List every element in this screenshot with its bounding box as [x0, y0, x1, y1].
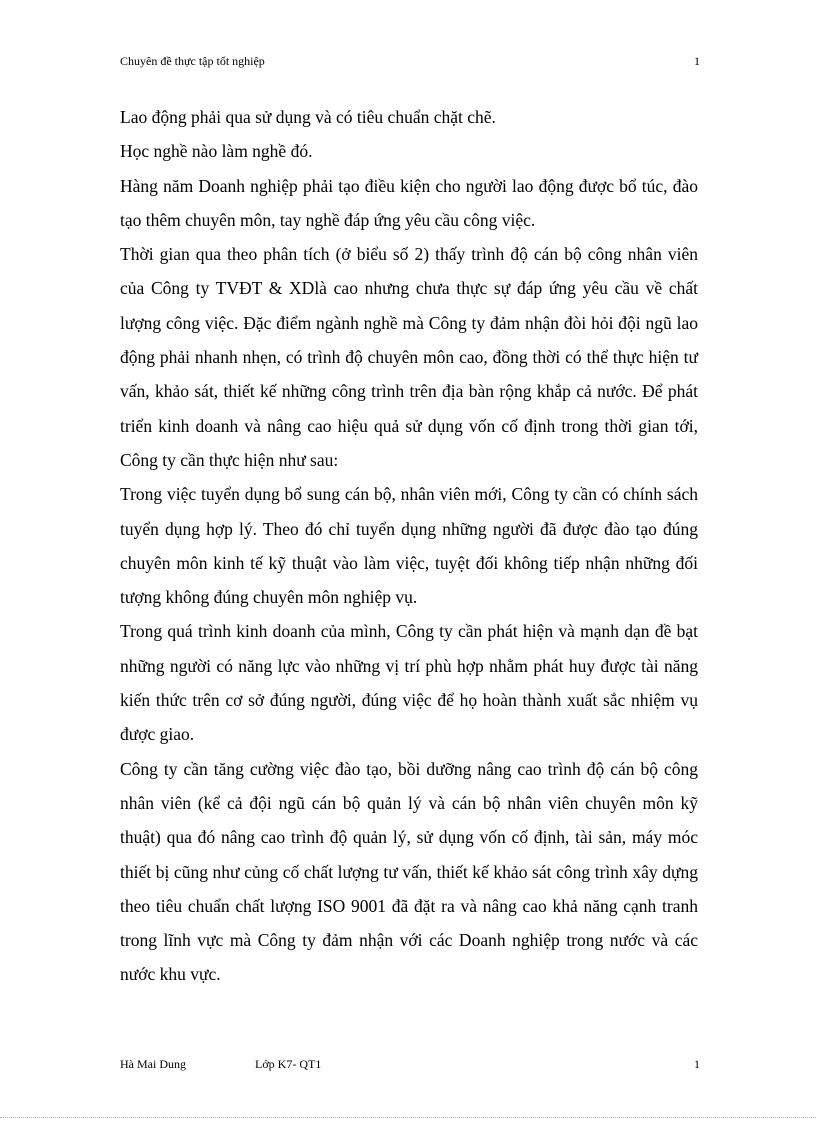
footer-class: Lớp K7- QT1	[255, 1057, 322, 1071]
paragraph: Trong quá trình kinh doanh của mình, Công ty cần phát hiện và mạnh dạn đề bạt những người có năng lực vào những vị trí phù hợp nhằm phát huy được tài năng kiến thức trên cơ sở đúng người, đúng việc để họ hoàn thành xuất sắc nhiệm vụ được giao.	[120, 621, 698, 745]
paragraph: Trong việc tuyển dụng bổ sung cán bộ, nhân viên mới, Công ty cần có chính sách tuyển dụng hợp lý. Theo đó chỉ tuyển dụng những người đã được đào tạo đúng chuyên môn kinh tế kỹ thuật vào làm việc, tuyệt đối không tiếp nhận những đối tượng không đúng chuyên môn nghiệp vụ.	[120, 484, 698, 608]
footer-page-number: 1	[694, 1057, 700, 1071]
paragraph: Công ty cần tăng cường việc đào tạo, bồi dưỡng nâng cao trình độ cán bộ công nhân viên (kể cả đội ngũ cán bộ quản lý và cán bộ nhân viên chuyên môn kỹ thuật) qua đó nâng cao trình độ quản lý, sử dụng vốn cố định, tài sản, máy móc thiết bị cũng như củng cố chất lượng tư vấn, thiết kế khảo sát công trình xây dựng theo tiêu chuẩn chất lượng ISO 9001 đã đặt ra và nâng cao khả năng cạnh tranh trong lĩnh vực mà Công ty đảm nhận với các Doanh nghiệp trong nước và các nước khu vực.	[120, 758, 698, 985]
paragraph: Học nghề nào làm nghề đó.	[120, 141, 313, 162]
page-footer	[120, 1055, 700, 1073]
paragraph: Lao động phải qua sử dụng và có tiêu chuẩn chặt chẽ.	[120, 107, 496, 127]
paragraph: Thời gian qua theo phân tích (ở biểu số 2) thấy trình độ cán bộ công nhân viên của Công ty TVĐT & XDlà cao nhưng chưa thực sự đáp ứng yêu cầu về chất lượng công việc. Đặc điểm ngành nghề mà Công ty đảm nhận đòi hỏi đội ngũ lao động phải nhanh nhẹn, có trình độ chuyên môn cao, đồng thời có thể thực hiện tư vấn, khảo sát, thiết kế những công trình trên địa bàn rộng khắp cả nước. Để phát triển kinh doanh và nâng cao hiệu quả sử dụng vốn cố định trong thời gian tới, Công ty cần thực hiện như sau:	[120, 244, 698, 470]
header-title: Chuyên đề thực tập tốt nghiệp	[120, 54, 265, 68]
footer-author: Hà Mai Dung	[120, 1057, 186, 1071]
header-page-number: 1	[694, 54, 700, 68]
page-header	[120, 52, 700, 70]
paragraph: Hàng năm Doanh nghiệp phải tạo điều kiện cho người lao động được bổ túc, đào tạo thêm chuyên môn, tay nghề đáp ứng yêu cầu công việc.	[120, 175, 698, 230]
body-text	[120, 100, 698, 992]
page-bottom-border	[0, 1117, 816, 1118]
